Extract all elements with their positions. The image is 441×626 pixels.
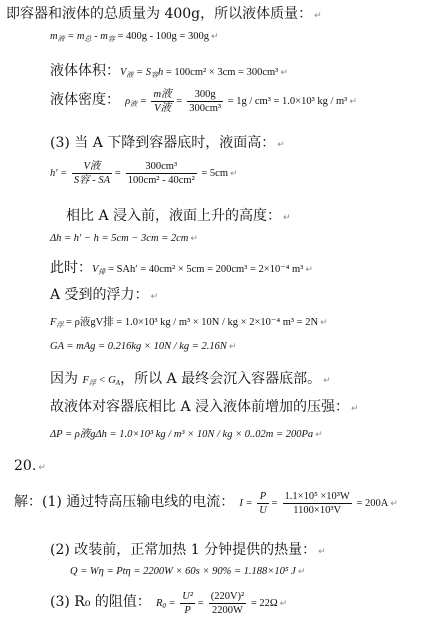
line-label: (3) R₀ 的阻值：: [50, 593, 151, 610]
formula-text: Q = Wη = Ptη = 2200W × 60s × 90% = 1.188×10⁵ J: [70, 566, 296, 577]
formula-text: ΔP = ρ液gΔh = 1.0×10³ kg / m³ × 10N / kg × 0..02m = 200Pa: [50, 429, 314, 440]
paragraph-mark: ↵: [38, 463, 46, 473]
paragraph-mark: ↵: [315, 430, 323, 440]
fraction: $\frac{\text{U²}}{P}$: [182, 591, 193, 616]
line-label: 此时：: [50, 260, 92, 276]
text-line: 液体体积：$V_液 = S_容h = 100cm^2 \times 3cm = 300cm^3$ ↵: [50, 63, 288, 79]
question-number: [14, 458, 46, 474]
formula-line: $m_液 = m_总 - m_容 = 400g - 100g = 300g$ ↵: [50, 31, 219, 43]
paragraph-mark: ↵: [305, 265, 313, 275]
text-line: (3) R₀ 的阻值： $R_0$ = $\frac{\text{U²}}{P}$ = $\frac{\text{(220V)²}}{2200W}$ = 22Ω ↵: [50, 591, 288, 616]
line-text: (2) 改装前，正常加热 1 分钟提供的热量：: [50, 542, 317, 558]
formula-text: GA = mAg = 0.216kg × 10N / kg = 2.16N: [50, 341, 227, 352]
formula-text: = SAh′ = 40cm² × 5cm = 200cm³ = 2×10⁻⁴ m³: [105, 264, 304, 275]
line-text: A 受到的浮力：: [50, 287, 149, 303]
line-text: 因为: [50, 371, 83, 387]
text-line: [6, 3, 322, 23]
line-text: 即容器和液体的总质量为 400g，所以液体质量：: [6, 6, 313, 22]
text-line: [66, 205, 291, 225]
line-text: (3) 当 A 下降到容器底时，液面高：: [50, 135, 276, 151]
line-text: 20.: [14, 458, 37, 474]
fraction: $\frac{\text{m液}}{\text{V液}}$: [153, 89, 172, 114]
fraction: $\frac{\text{300cm³}}{\text{100cm² - 40cm²}}$: [127, 161, 195, 186]
text-line: [50, 539, 326, 559]
paragraph-mark: ↵: [323, 376, 331, 386]
formula-line: $F_浮 = \rho$液gV排 = 1.0×10³ kg / m³ × 10N / kg × 2×10⁻⁴ m³ = 2N ↵: [50, 317, 328, 329]
paragraph-mark: ↵: [210, 32, 219, 42]
paragraph-mark: ↵: [390, 498, 398, 509]
line-text: 相比 A 浸入前，液面上升的高度：: [66, 208, 282, 224]
paragraph-mark: ↵: [297, 567, 306, 577]
fraction: $\frac{\text{V液}}{\text{S容 - SA}}$: [73, 161, 111, 186]
paragraph-mark: ↵: [228, 342, 237, 352]
formula-line: [50, 341, 236, 352]
formula-text: Δh = h′ − h = 5cm − 3cm = 2cm: [50, 233, 189, 244]
text-line: 因为 $F_浮 < G_A$，所以 A 最终会沉入容器底部。 ↵: [50, 371, 331, 387]
formula-text: = ρ液gV排 = 1.0×10³ kg / m³ × 10N / kg × 2×10⁻⁴ m³ = 2N: [63, 317, 319, 328]
fraction: $\frac{300g}{\text{300cm³}}$: [189, 89, 222, 114]
paragraph-mark: ↵: [150, 292, 159, 302]
paragraph-mark: ↵: [277, 140, 285, 150]
text-line: [50, 284, 158, 304]
paragraph-mark: ↵: [283, 213, 291, 223]
formula-line: [50, 426, 323, 441]
fraction: $\frac{\text{(220V)²}}{2200W}$: [210, 591, 245, 616]
fraction: $\frac{P}{U}$: [259, 491, 267, 516]
line-label: 液体体积：: [50, 63, 120, 79]
fraction: $\frac{\text{1.1×10⁵ ×10³W}}{\text{1100×10³V}}$: [284, 491, 350, 516]
formula-line: [70, 566, 305, 577]
text-line: 此时：$V_排 = SAh' = 40cm^2 \times 5cm = 200cm^3 = 2\times 10^{-4}$ m³ ↵: [50, 260, 313, 276]
paragraph-mark: ↵: [279, 598, 288, 609]
line-label: 解：(1) 通过特高压输电线的电流：: [14, 493, 235, 510]
paragraph-mark: ↵: [351, 404, 359, 414]
line-text: ，所以 A 最终会沉入容器底部。: [120, 371, 322, 387]
text-line: [50, 396, 359, 416]
formula-line: h′ = $\frac{\text{V液}}{\text{S容 - SA}}$ = $\frac{\text{300cm³}}{\text{100cm² - 40cm²}}$ = 5cm ↵: [50, 161, 238, 186]
formula-line: [50, 233, 198, 244]
paragraph-mark: ↵: [320, 318, 328, 328]
formula-text: = 100cm² × 3cm = 300cm³: [163, 67, 279, 78]
paragraph-mark: ↵: [349, 96, 357, 107]
text-line: 解：(1) 通过特高压输电线的电流： I = $\frac{P}{U}$ = $\frac{\text{1.1×10⁵ ×10³W}}{\text{1100×10³V}}$ = 200A ↵: [14, 491, 398, 516]
text-line: [50, 132, 285, 152]
formula-text: = 400g - 100g = 300g: [114, 31, 209, 42]
paragraph-mark: ↵: [229, 168, 238, 179]
paragraph-mark: ↵: [318, 547, 326, 557]
paragraph-mark: ↵: [314, 11, 322, 21]
paragraph-mark: ↵: [190, 234, 198, 244]
line-label: 液体密度：: [50, 91, 120, 108]
paragraph-mark: ↵: [280, 68, 288, 78]
text-line: 液体密度： $\rho_液$ = $\frac{\text{m液}}{\text{V液}}$ = $\frac{300g}{\text{300cm³}}$ = 1g / cm³ = 1.0×10³ kg / m³ ↵: [50, 89, 357, 114]
line-text: 故液体对容器底相比 A 浸入液体前增加的压强：: [50, 399, 350, 415]
